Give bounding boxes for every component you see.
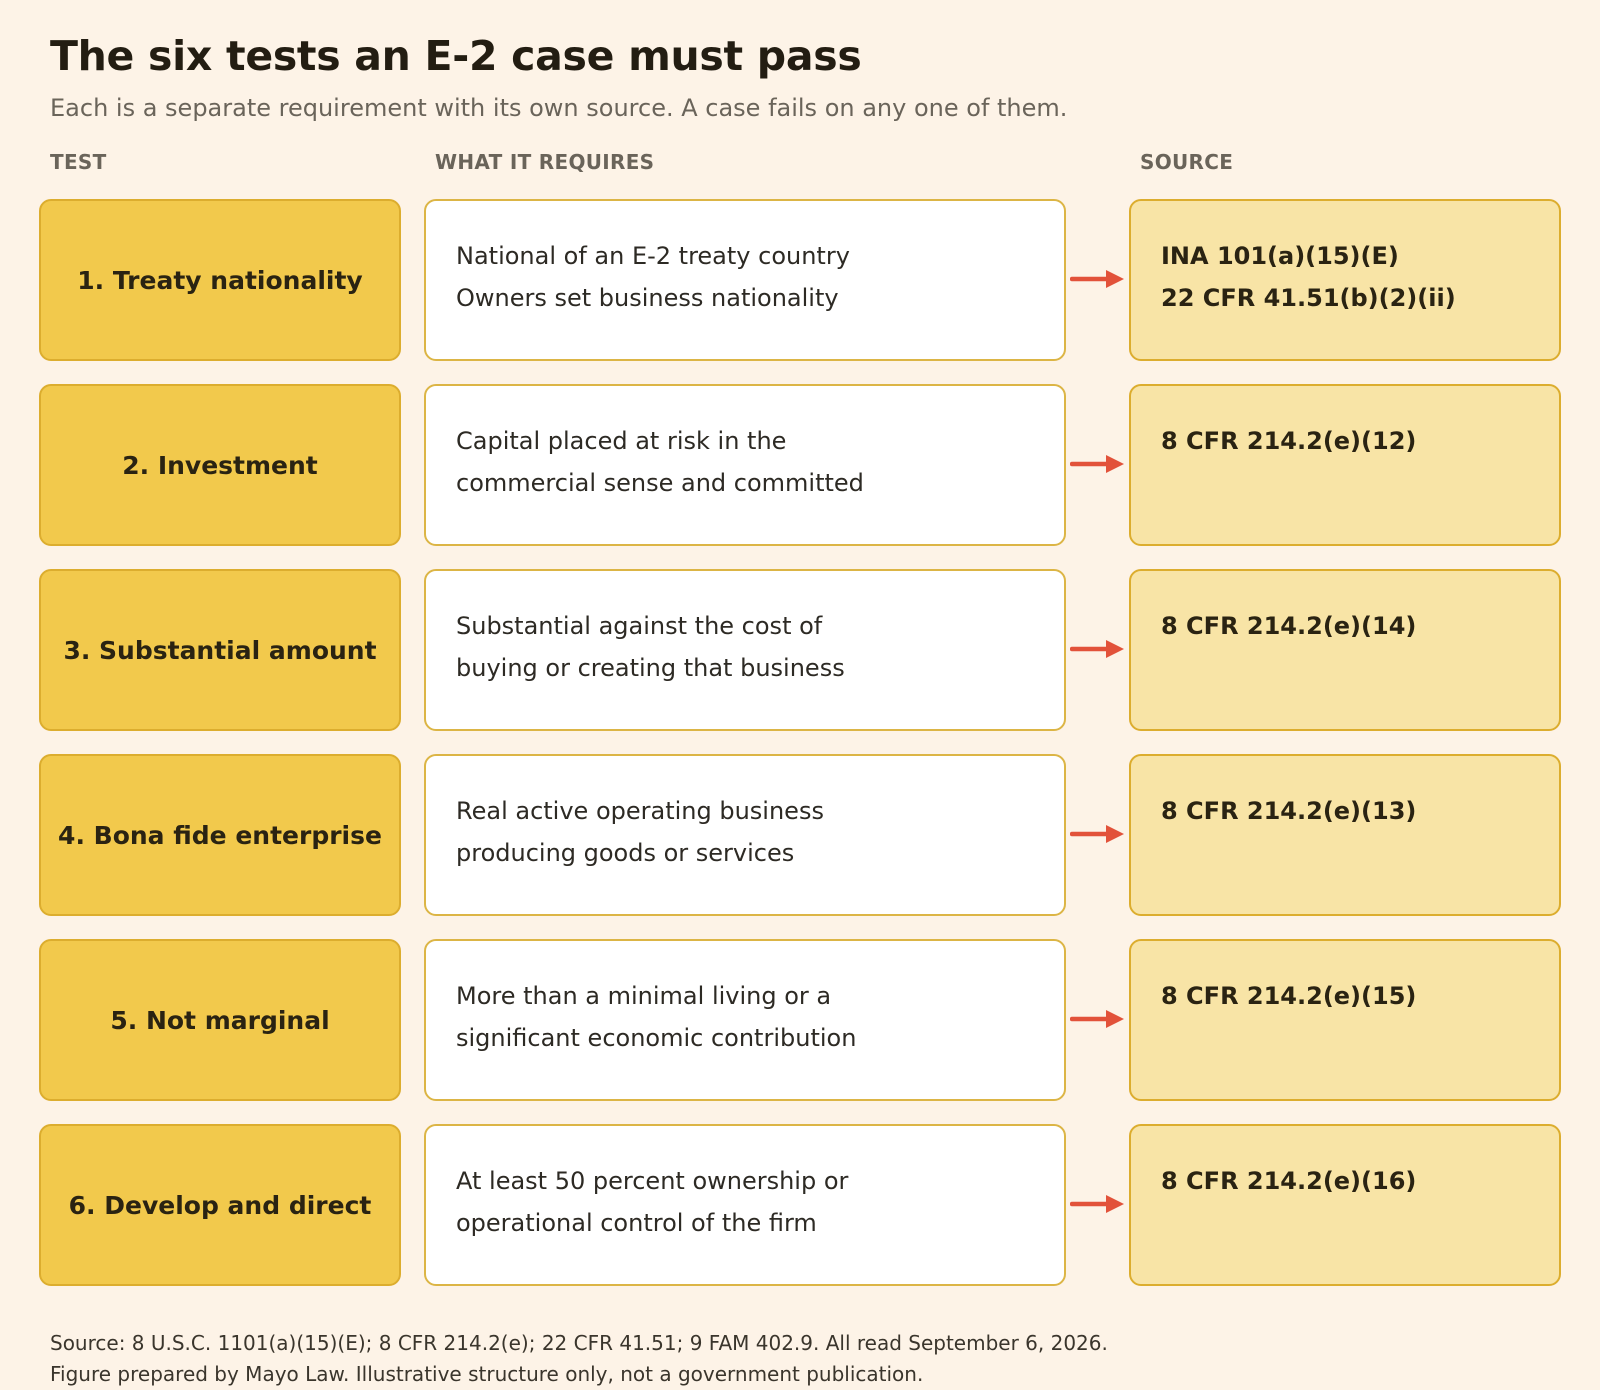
requirement-text: Substantial against the cost of [456, 612, 823, 640]
footer-note [50, 1328, 1108, 1390]
source-citation: INA 101(a)(15)(E) [1161, 242, 1399, 270]
page-title: The six tests an E-2 case must pass [50, 32, 862, 80]
footer-credit-line: Figure prepared by Mayo Law. Illustrative structure only, not a government publication. [50, 1362, 924, 1386]
arrow-right-icon [1070, 268, 1126, 290]
column-header-requires: WHAT IT REQUIRES [435, 150, 655, 174]
requirement-text: Capital placed at risk in the [456, 427, 787, 455]
requirement-text: National of an E-2 treaty country [456, 242, 850, 270]
test-name-box: 1. Treaty nationality [39, 199, 401, 361]
requirement-text: Owners set business nationality [456, 284, 839, 312]
requirement-box [424, 939, 1066, 1101]
source-citation: 22 CFR 41.51(b)(2)(ii) [1161, 284, 1456, 312]
requirement-text: Real active operating business [456, 797, 824, 825]
requirement-text: buying or creating that business [456, 654, 845, 682]
source-citation: 8 CFR 214.2(e)(16) [1161, 1167, 1417, 1195]
requirement-box [424, 754, 1066, 916]
requirement-text: significant economic contribution [456, 1024, 857, 1052]
source-citation: 8 CFR 214.2(e)(15) [1161, 982, 1417, 1010]
requirement-box [424, 1124, 1066, 1286]
requirement-text: At least 50 percent ownership or [456, 1167, 849, 1195]
source-citation: 8 CFR 214.2(e)(12) [1161, 427, 1417, 455]
requirement-box [424, 199, 1066, 361]
requirement-box [424, 569, 1066, 731]
test-name-box: 4. Bona fide enterprise [39, 754, 401, 916]
arrow-right-icon [1070, 1193, 1126, 1215]
test-name-box: 3. Substantial amount [39, 569, 401, 731]
page-subtitle: Each is a separate requirement with its own source. A case fails on any one of them. [50, 94, 1068, 122]
requirement-text: operational control of the firm [456, 1209, 817, 1237]
column-header-source: SOURCE [1140, 150, 1234, 174]
test-row [0, 1124, 1600, 1286]
arrow-right-icon [1070, 1008, 1126, 1030]
arrow-right-icon [1070, 823, 1126, 845]
source-citation: 8 CFR 214.2(e)(13) [1161, 797, 1417, 825]
source-citation: 8 CFR 214.2(e)(14) [1161, 612, 1417, 640]
source-box [1129, 1124, 1561, 1286]
test-name-box: 5. Not marginal [39, 939, 401, 1101]
requirement-text: commercial sense and committed [456, 469, 864, 497]
source-box [1129, 754, 1561, 916]
column-header-test: TEST [50, 150, 107, 174]
footer-source-line: Source: 8 U.S.C. 1101(a)(15)(E); 8 CFR 214.2(e); 22 CFR 41.51; 9 FAM 402.9. All read September 6, 2026. [50, 1331, 1108, 1355]
source-box [1129, 199, 1561, 361]
arrow-right-icon [1070, 638, 1126, 660]
source-box [1129, 384, 1561, 546]
requirement-box [424, 384, 1066, 546]
test-row [0, 199, 1600, 361]
source-box [1129, 939, 1561, 1101]
test-name-box: 6. Develop and direct [39, 1124, 401, 1286]
requirement-text: producing goods or services [456, 839, 795, 867]
requirement-text: More than a minimal living or a [456, 982, 832, 1010]
test-row [0, 384, 1600, 546]
test-row [0, 754, 1600, 916]
arrow-right-icon [1070, 453, 1126, 475]
source-box [1129, 569, 1561, 731]
test-row [0, 939, 1600, 1101]
test-name-box: 2. Investment [39, 384, 401, 546]
test-row [0, 569, 1600, 731]
